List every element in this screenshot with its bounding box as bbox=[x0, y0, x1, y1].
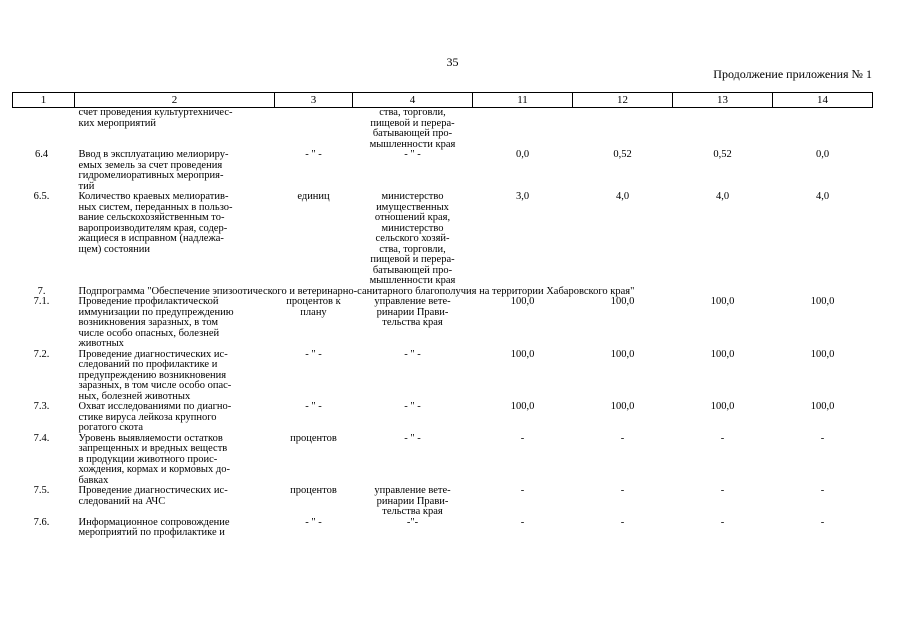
value-col-13: - bbox=[720, 432, 725, 444]
col-header-3: 3 bbox=[275, 93, 353, 108]
value-col-11: - bbox=[520, 516, 525, 528]
table-row bbox=[13, 108, 873, 151]
col-header-14: 14 bbox=[773, 93, 873, 108]
value-col-11: 0,0 bbox=[515, 149, 530, 160]
row-number bbox=[13, 108, 75, 151]
responsible-executor: управление вете- ринарии Прави- тельства края bbox=[374, 485, 451, 517]
value-col-14: - bbox=[820, 516, 825, 528]
row-number: 7.6. bbox=[33, 516, 50, 528]
row-number: 6.5. bbox=[33, 191, 50, 202]
responsible-executor: - " - bbox=[404, 401, 421, 412]
value-col-11: 3,0 bbox=[515, 191, 530, 202]
unit: процентов к плану bbox=[286, 296, 341, 318]
subprogram-title: Подпрограмма "Обеспечение эпизоотического и ветеринарно-санитарного благополучия на территории Хабаровского края" bbox=[78, 285, 635, 297]
indicator-name: Проведение диагностических ис- следований по профилактике и предупреждению возникновения заразных, в том числе особо опас- ных, болезней животных bbox=[78, 348, 232, 402]
table-row bbox=[13, 350, 873, 403]
value-col-14: 0,0 bbox=[815, 149, 830, 160]
value-col-14 bbox=[773, 108, 873, 151]
value-col-14: - bbox=[820, 485, 825, 496]
value-col-11: - bbox=[520, 485, 525, 496]
row-number: 7.4. bbox=[33, 432, 50, 444]
unit: процентов bbox=[290, 432, 337, 444]
value-col-14: 100,0 bbox=[810, 296, 835, 307]
responsible-executor: - " - bbox=[404, 149, 421, 160]
responsible-executor: - " - bbox=[404, 432, 421, 444]
value-col-11: 100,0 bbox=[510, 401, 535, 412]
col-header-4: 4 bbox=[353, 93, 473, 108]
table-row bbox=[13, 297, 873, 350]
responsible-executor: министерство имущественных отношений края, министерство сельского хозяй- ства, торговли, пищевой и перера- батывающей про- мышленности края bbox=[369, 191, 456, 286]
table-row bbox=[13, 434, 873, 487]
table-row bbox=[13, 402, 873, 434]
responsible-executor: ства, торговли, пищевой и перера- батывающей про- мышленности края bbox=[369, 107, 456, 150]
responsible-executor: - " - bbox=[404, 348, 421, 360]
value-col-12: - bbox=[620, 516, 625, 528]
value-col-11: 100,0 bbox=[510, 296, 535, 307]
value-col-13: - bbox=[720, 485, 725, 496]
unit: процентов bbox=[290, 485, 337, 496]
continuation-label: Продолжение приложения № 1 bbox=[713, 67, 872, 81]
table-row bbox=[13, 518, 873, 539]
row-number: 7.1. bbox=[33, 296, 50, 307]
row-number: 7.5. bbox=[33, 485, 50, 496]
unit: - " - bbox=[305, 516, 322, 528]
unit bbox=[275, 108, 353, 151]
value-col-13: 0,52 bbox=[713, 149, 732, 160]
unit: - " - bbox=[305, 401, 322, 412]
header-row bbox=[13, 93, 873, 108]
indicator-name: Проведение профилактической иммунизации по предупреждению возникновения заразных, в том числе особо опасных, болезней животных bbox=[78, 296, 234, 349]
row-number: 7.2. bbox=[33, 348, 50, 360]
col-header-13: 13 bbox=[673, 93, 773, 108]
indicator-name: Проведение диагностических ис- следований на АЧС bbox=[78, 485, 228, 507]
value-col-12: - bbox=[620, 485, 625, 496]
value-col-12: 100,0 bbox=[610, 401, 635, 412]
value-col-13: 100,0 bbox=[710, 401, 735, 412]
responsible-executor: управление вете- ринарии Прави- тельства края bbox=[374, 296, 451, 328]
col-header-2: 2 bbox=[75, 93, 275, 108]
indicator-name: Охват исследованиями по диагно- стике вируса лейкоза крупного рогатого скота bbox=[78, 401, 232, 433]
value-col-12 bbox=[573, 108, 673, 151]
col-header-12: 12 bbox=[573, 93, 673, 108]
value-col-13 bbox=[673, 108, 773, 151]
unit: - " - bbox=[305, 149, 322, 160]
value-col-12: 100,0 bbox=[610, 348, 635, 360]
value-col-13: 100,0 bbox=[710, 348, 735, 360]
value-col-13: 100,0 bbox=[710, 296, 735, 307]
value-col-14: 4,0 bbox=[815, 191, 830, 202]
value-col-11 bbox=[473, 108, 573, 151]
indicator-name: Ввод в эксплуатацию мелиориру- емых земель за счет проведения гидромелиоративных мероприя- тий bbox=[78, 149, 229, 192]
value-col-13: 4,0 bbox=[715, 191, 730, 202]
value-col-12: - bbox=[620, 432, 625, 444]
table-row bbox=[13, 486, 873, 518]
indicator-name: счет проведения культуртехничес- ких мероприятий bbox=[78, 107, 233, 129]
value-col-11: - bbox=[520, 432, 525, 444]
table-body bbox=[13, 108, 873, 539]
value-col-12: 100,0 bbox=[610, 296, 635, 307]
unit: единиц bbox=[297, 191, 330, 202]
row-number: 7. bbox=[37, 285, 46, 297]
indicator-name: Уровень выявляемости остатков запрещенных и вредных веществ в продукции животного проис- хождения, кормах и кормовых до- бавках bbox=[78, 432, 230, 486]
indicator-name: Количество краевых мелиоратив- ных систем, переданных в пользо- вание сельскохозяйственным то- варопроизводителям края, содер- жащиеся в исправном (надлежа- щем) состоянии bbox=[78, 191, 233, 255]
unit: - " - bbox=[305, 348, 322, 360]
value-col-14: - bbox=[820, 432, 825, 444]
responsible-executor: -"- bbox=[406, 516, 419, 528]
col-header-1: 1 bbox=[13, 93, 75, 108]
page-number: 35 bbox=[446, 55, 459, 69]
row-number: 7.3. bbox=[33, 401, 50, 412]
value-col-11: 100,0 bbox=[510, 348, 535, 360]
value-col-14: 100,0 bbox=[810, 401, 835, 412]
value-col-12: 0,52 bbox=[613, 149, 632, 160]
value-col-12: 4,0 bbox=[615, 191, 630, 202]
col-header-11: 11 bbox=[473, 93, 573, 108]
indicator-name: Информационное сопровождение мероприятий по профилактике и bbox=[78, 516, 230, 538]
value-col-13: - bbox=[720, 516, 725, 528]
table-row bbox=[13, 192, 873, 287]
indicators-table bbox=[12, 92, 873, 539]
value-col-14: 100,0 bbox=[810, 348, 835, 360]
row-number: 6.4 bbox=[34, 149, 49, 160]
table-row bbox=[13, 150, 873, 192]
